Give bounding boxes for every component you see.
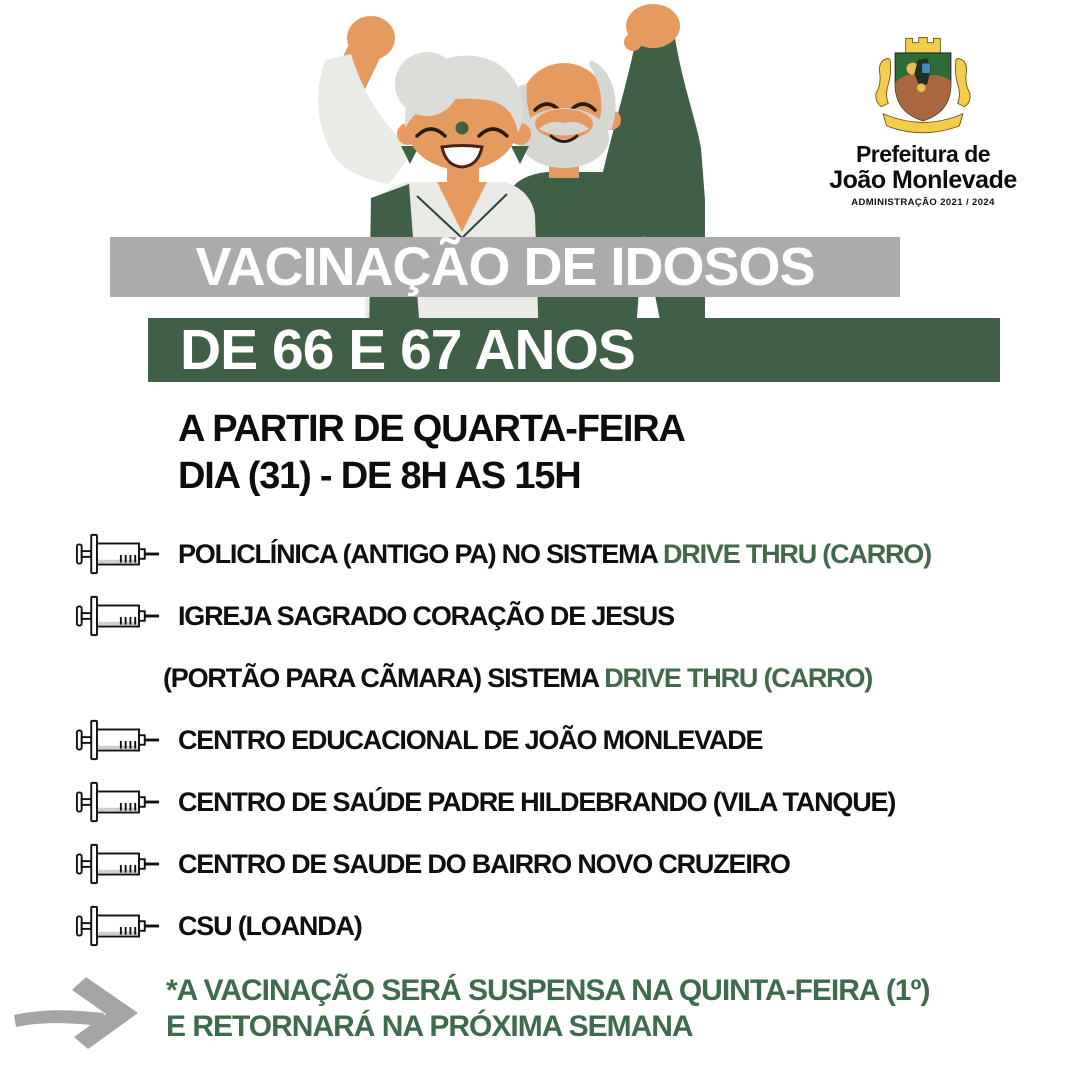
logo-title-line1: Prefeitura de (855, 141, 991, 167)
list-item (75, 895, 1065, 957)
syringe-icon (75, 717, 161, 763)
list-item (75, 523, 1065, 585)
syringe-icon (75, 531, 161, 577)
location-text (178, 911, 362, 942)
city-logo (812, 34, 1034, 208)
location-text (178, 539, 931, 570)
footnote-line2: E RETORNARÁ NA PRÓXIMA SEMANA (166, 1010, 693, 1043)
list-item (75, 585, 1065, 647)
logo-title-line2: João Monlevade (829, 166, 1017, 194)
location-text-black: CENTRO EDUCACIONAL DE JOÃO MONLEVADE (178, 724, 763, 755)
footnote (6, 963, 929, 1055)
location-text-green: DRIVE THRU (CARRO) (604, 662, 873, 693)
syringe-icon (75, 903, 161, 949)
schedule-line2: DIA (31) - DE 8H AS 15H (178, 455, 581, 497)
location-text-black: IGREJA SAGRADO CORAÇÃO DE JESUS (178, 600, 674, 631)
location-text-black: CENTRO DE SAÚDE PADRE HILDEBRANDO (VILA TANQUE) (178, 786, 896, 817)
syringe-icon (75, 841, 161, 887)
location-text (178, 849, 790, 880)
locations-list (75, 523, 1065, 957)
title-banner-text: VACINAÇÃO DE IDOSOS (195, 237, 815, 297)
location-text-black: CSU (LOANDA) (178, 910, 362, 941)
location-text-black: (PORTÃO PARA CÃMARA) SISTEMA (163, 662, 605, 693)
schedule-block (178, 406, 685, 500)
syringe-icon (75, 593, 161, 639)
list-item (75, 771, 1065, 833)
syringe-icon (75, 779, 161, 825)
list-item (75, 833, 1065, 895)
schedule-line1: A PARTIR DE QUARTA-FEIRA (178, 408, 685, 450)
footnote-line1: *A VACINAÇÃO SERÁ SUSPENSA NA QUINTA-FEIRA (1º) (166, 974, 930, 1007)
title-banner (110, 237, 900, 297)
location-text (178, 725, 762, 756)
location-text-black: POLICLÍNICA (ANTIGO PA) NO SISTEMA (178, 538, 663, 569)
subtitle-banner-text: DE 66 E 67 ANOS (180, 318, 635, 382)
list-item-continuation (75, 647, 1065, 709)
location-text (178, 787, 895, 818)
logo-subtitle: ADMINISTRAÇÃO 2021 / 2024 (851, 197, 995, 208)
subtitle-banner (148, 318, 1000, 382)
list-item (75, 709, 1065, 771)
location-text (163, 663, 872, 694)
location-text-green: DRIVE THRU (CARRO) (663, 538, 931, 569)
coat-of-arms-icon (860, 34, 986, 138)
location-text (178, 601, 674, 632)
location-text-black: CENTRO DE SAUDE DO BAIRRO NOVO CRUZEIRO (178, 848, 790, 879)
arrow-right-icon (6, 963, 158, 1055)
footnote-text (166, 973, 929, 1045)
